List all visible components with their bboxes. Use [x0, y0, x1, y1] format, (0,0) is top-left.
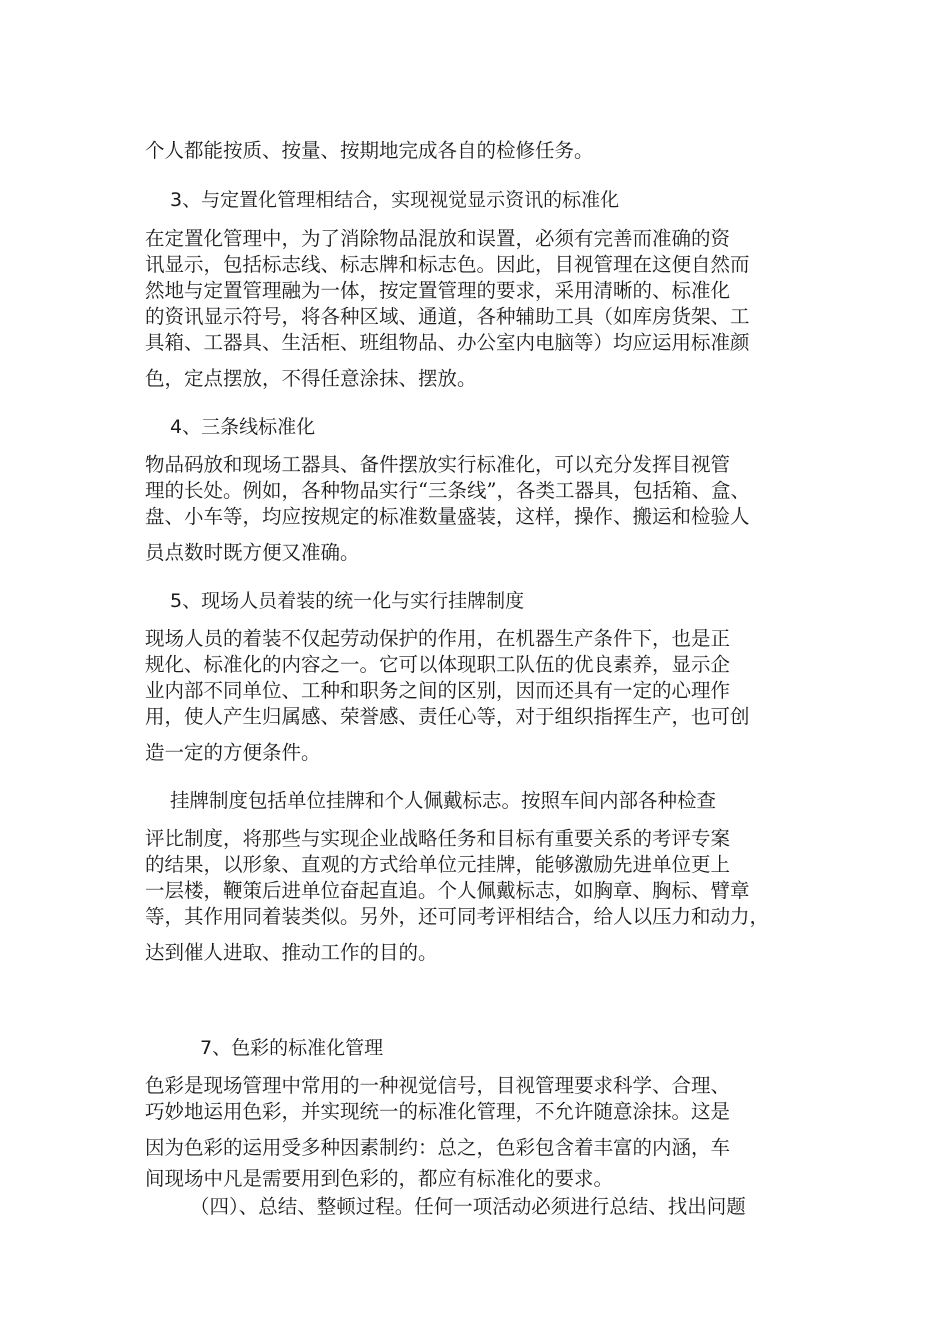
paragraph-line: 业内部不同单位、工种和职务之间的区别，因而还具有一定的心理作: [145, 679, 731, 702]
paragraph-line: 色，定点摆放，不得任意涂抹、摆放。: [145, 367, 477, 390]
paragraph-line: 色彩是现场管理中常用的一种视觉信号，目视管理要求科学、合理、: [145, 1074, 731, 1097]
paragraph-line: 挂牌制度包括单位挂牌和个人佩戴标志。按照车间内部各种检查: [170, 789, 717, 812]
paragraph-line: 的结果，以形象、直观的方式给单位元挂牌，能够激励先进单位更上: [145, 853, 731, 876]
paragraph-line: 员点数时既方便又准确。: [145, 541, 360, 564]
paragraph-line: 规化、标准化的内容之一。它可以体现职工队伍的优良素养，显示企: [145, 653, 731, 676]
paragraph-line: 在定置化管理中，为了消除物品混放和误置，必须有完善而准确的资: [145, 227, 731, 250]
paragraph-line: 现场人员的着装不仅起劳动保护的作用，在机器生产条件下，也是正: [145, 627, 731, 650]
paragraph-line: 等，其作用同着装类似。另外，还可同考评相结合，给人以压力和动力，: [145, 905, 770, 928]
paragraph-line: 一层楼，鞭策后进单位奋起直追。个人佩戴标志，如胸章、胸标、臂章: [145, 879, 750, 902]
paragraph-line: 的资讯显示符号，将各种区域、通道，各种辅助工具（如库房货架、工: [145, 305, 750, 328]
paragraph-line: 用，使人产生归属感、荣誉感、责任心等，对于组织指挥生产，也可创: [145, 705, 750, 728]
section-heading-7: 7、色彩的标准化管理: [200, 1037, 384, 1059]
section-heading-5: 5、现场人员着装的统一化与实行挂牌制度: [170, 590, 525, 612]
paragraph-line: 盘、小车等，均应按规定的标准数量盛装，这样，操作、搬运和检验人: [145, 505, 750, 528]
paragraph-line: 因为色彩的运用受多种因素制约：总之，色彩包含着丰富的内涵，车: [145, 1136, 731, 1159]
paragraph-line: 间现场中凡是需要用到色彩的，都应有标准化的要求。: [145, 1167, 614, 1190]
paragraph-line: 评比制度，将那些与实现企业战略任务和目标有重要关系的考评专案: [145, 827, 731, 850]
paragraph-line: 达到催人进取、推动工作的目的。: [145, 941, 438, 964]
paragraph-line: 个人都能按质、按量、按期地完成各自的检修任务。: [145, 139, 594, 162]
paragraph-line: 讯显示，包括标志线、标志牌和标志色。因此，目视管理在这便自然而: [145, 253, 750, 276]
paragraph-line: 理的长处。例如，各种物品实行“三条线”，各类工器具，包括箱、盒、: [145, 479, 750, 502]
paragraph-line: 物品码放和现场工器具、备件摆放实行标准化，可以充分发挥目视管: [145, 453, 731, 476]
section-heading-4: 4、三条线标准化: [170, 416, 316, 438]
paragraph-line: 造一定的方便条件。: [145, 741, 321, 764]
paragraph-line: 然地与定置管理融为一体，按定置管理的要求，采用清晰的、标准化: [145, 279, 731, 302]
paragraph-line: 具箱、工器具、生活柜、班组物品、办公室内电脑等）均应运用标准颜: [145, 331, 750, 354]
section-heading-3: 3、与定置化管理相结合，实现视觉显示资讯的标准化: [170, 189, 620, 211]
paragraph-line: （四）、总结、整顿过程。任何一项活动必须进行总结、找出问题: [190, 1195, 746, 1218]
paragraph-line: 巧妙地运用色彩，并实现统一的标准化管理，不允许随意涂抹。这是: [145, 1100, 731, 1123]
